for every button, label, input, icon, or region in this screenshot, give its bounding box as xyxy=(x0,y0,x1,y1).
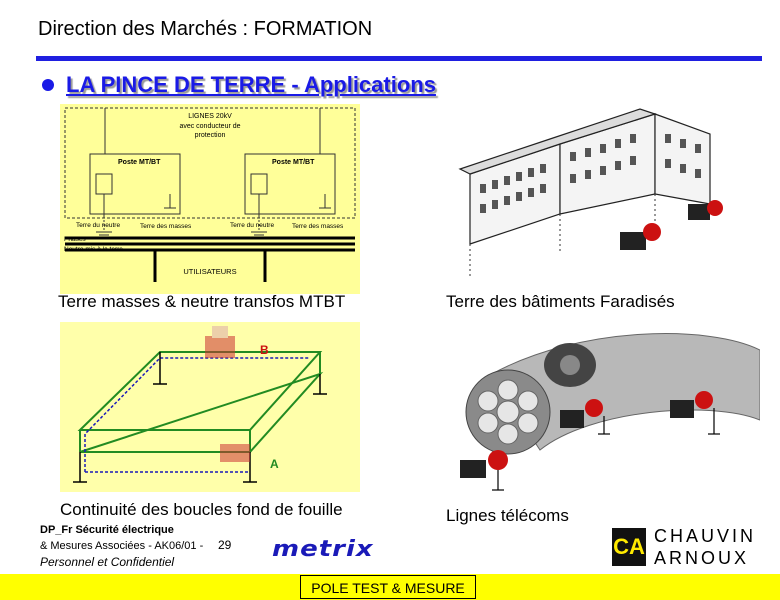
section-title: LA PINCE DE TERRE - Applications xyxy=(66,72,436,97)
terre-masses-label-2: Terre des masses xyxy=(292,223,344,230)
metrix-logo: metrix xyxy=(272,536,374,562)
utilisateurs-label: UTILISATEURS xyxy=(183,267,237,276)
loop-diagram xyxy=(60,322,360,492)
telephone-icon xyxy=(544,343,596,387)
chauvin-arnoux-logo xyxy=(612,526,772,574)
mtbt-schematic xyxy=(60,104,360,294)
telecom-illustration xyxy=(460,320,760,500)
caption-continuite: Continuité des boucles fond de fouille xyxy=(60,500,343,519)
phases-label: Phases xyxy=(64,236,86,243)
terre-neutre-label-1: Terre du neutre xyxy=(76,222,121,229)
earth-clamp-1 xyxy=(620,223,661,250)
footer-line-1: DP_Fr Sécurité électrique xyxy=(40,524,174,536)
earth-clamp-telecom-3 xyxy=(460,450,508,478)
caption-batiments: Terre des bâtiments Faradisés xyxy=(446,292,675,311)
page-number: 29 xyxy=(218,538,232,552)
poste-label-2: Poste MT/BT xyxy=(272,159,315,166)
lines-label-2: avec conducteur de xyxy=(179,123,241,130)
caption-telecoms: Lignes télécoms xyxy=(446,506,569,525)
footer-line-2: & Mesures Associées - AK06/01 - xyxy=(40,540,204,552)
pole-label: POLE TEST & MESURE xyxy=(300,575,476,599)
bullet-icon xyxy=(42,79,54,91)
arnoux-text: ARNOUX xyxy=(654,548,750,568)
tester-a xyxy=(220,444,250,462)
terre-neutre-label-2: Terre du neutre xyxy=(230,222,275,229)
chauvin-arnoux-icon: CA xyxy=(612,528,646,566)
poste-label-1: Poste MT/BT xyxy=(118,159,161,166)
building-right-wing xyxy=(655,114,710,204)
header-title: Direction des Marchés : FORMATION xyxy=(38,18,373,40)
building-illustration xyxy=(440,104,740,284)
neutre-label: Neutre mis à la terre xyxy=(64,246,123,253)
chauvin-text: CHAUVIN xyxy=(654,526,757,546)
caption-terre-masses: Terre masses & neutre transfos MTBT xyxy=(58,292,346,311)
label-a: A xyxy=(270,457,279,471)
terre-masses-label-1: Terre des masses xyxy=(140,223,192,230)
header-rule xyxy=(36,56,762,61)
footer-confidential: Personnel et Confidentiel xyxy=(40,555,175,569)
label-b: B xyxy=(260,343,269,357)
lines-label-3: protection xyxy=(194,132,226,139)
lines-label-1: LIGNES 20kV xyxy=(188,113,232,120)
